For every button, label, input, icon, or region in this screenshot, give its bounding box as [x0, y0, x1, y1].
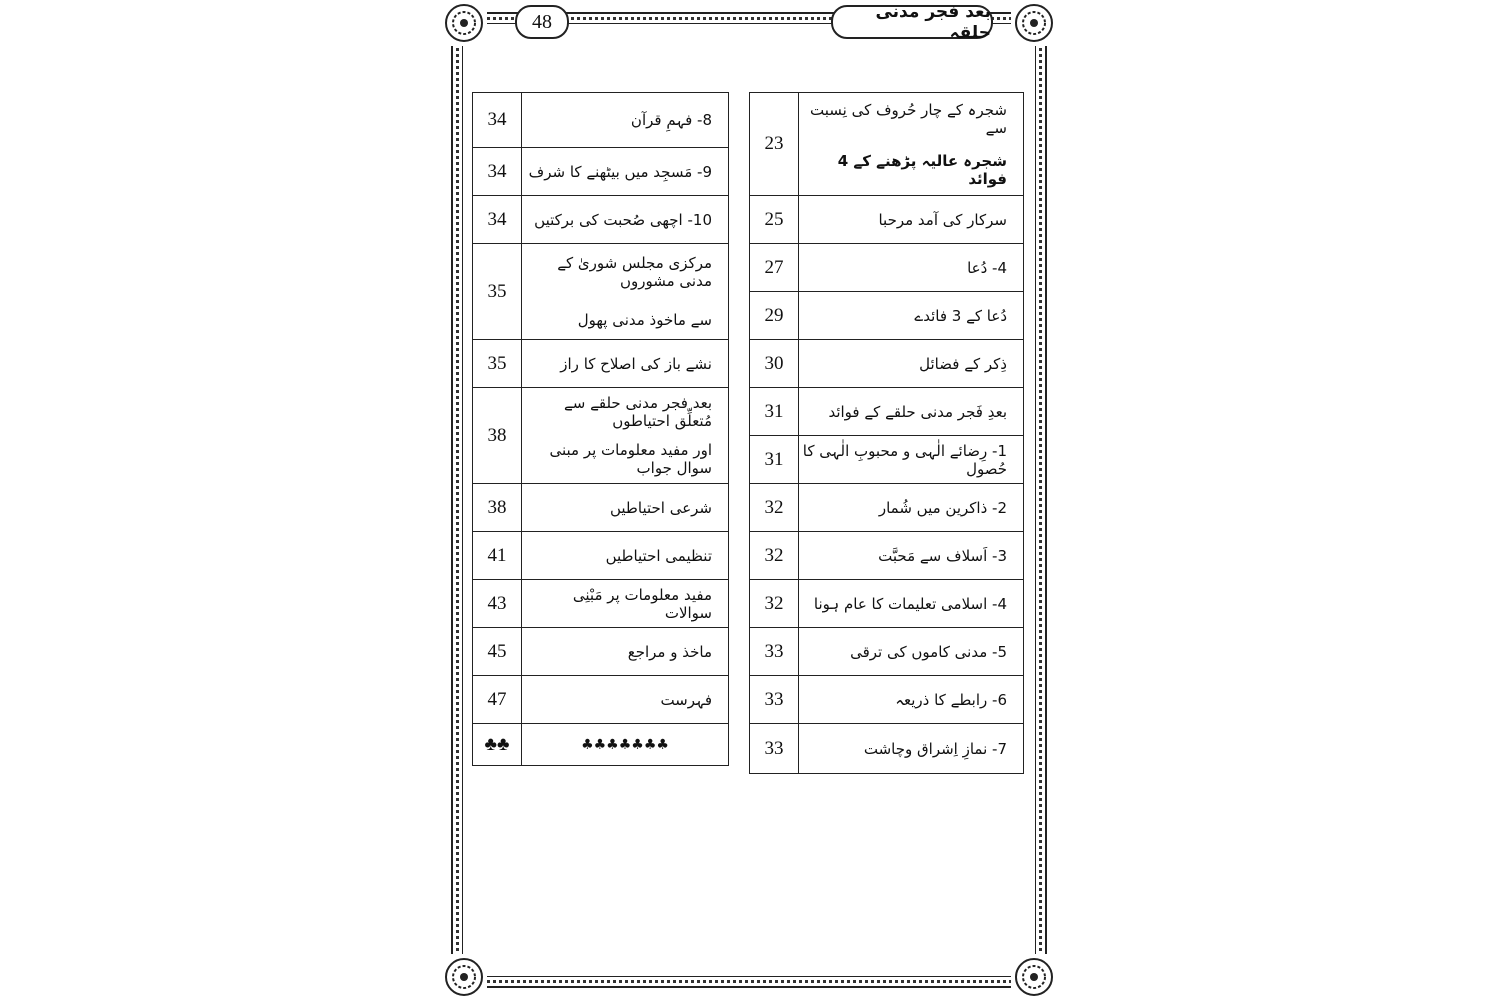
toc-page-number: 32 — [749, 483, 799, 532]
toc-entry-line: 10- اچھی صُحبت کی برکتیں — [534, 210, 712, 229]
toc-page-number: 33 — [749, 675, 799, 724]
corner-ornament-icon — [1011, 954, 1057, 1000]
toc-page-number: 41 — [472, 531, 522, 580]
toc-entry-line: 2- ذاکرین میں شُمار — [878, 498, 1007, 517]
toc-page-number: 35 — [472, 339, 522, 388]
toc-ornament-row — [521, 723, 729, 766]
toc-page-number: 32 — [749, 531, 799, 580]
toc-entry-line: 3- اَسلاف سے مَحبَّت — [878, 546, 1007, 565]
toc-page-number: 34 — [472, 195, 522, 244]
running-header-title: بعد فجر مدنی حلقہ — [831, 5, 993, 39]
toc-page-number: 31 — [749, 387, 799, 436]
corner-ornament-icon — [1011, 0, 1057, 46]
toc-page-number: 38 — [472, 387, 522, 484]
toc-entry-title[interactable] — [521, 92, 729, 148]
corner-ornament-icon — [441, 0, 487, 46]
toc-page-number: 23 — [749, 92, 799, 196]
toc-entry-title[interactable] — [798, 243, 1024, 292]
toc-entry-line: مفید معلومات پر مَبْنِی سوالات — [572, 585, 712, 622]
toc-entry-line: ذِکر کے فضائل — [919, 354, 1007, 373]
toc-entry-title[interactable] — [798, 195, 1024, 244]
toc-entry-title[interactable] — [798, 387, 1024, 436]
toc-entry-line: بعد فجر مدنی حلقے سے مُتعلِّق احتیاطوں — [563, 393, 712, 430]
toc-page-number: 43 — [472, 579, 522, 628]
toc-entry-title[interactable] — [798, 339, 1024, 388]
toc-entry-title[interactable] — [798, 531, 1024, 580]
toc-entry-line: شرعی احتیاطیں — [609, 498, 712, 517]
clubs-ornament: ♣♣ — [472, 723, 522, 766]
toc-entry-line: فہرست — [660, 690, 712, 709]
toc-entry-title[interactable] — [521, 147, 729, 196]
toc-page-number: 47 — [472, 675, 522, 724]
toc-entry-title[interactable] — [798, 723, 1024, 774]
toc-entry-title[interactable] — [521, 483, 729, 532]
toc-entry-title[interactable] — [521, 531, 729, 580]
toc-entry-line: 9- مَسجِد میں بیٹھنے کا شرف — [528, 162, 712, 181]
toc-entry-line: شجرہ کے چار حُروف کی نِسبت سے — [810, 100, 1007, 137]
toc-entry-title[interactable] — [521, 627, 729, 676]
toc-entry-line: بعدِ فَجر مدنی حلقے کے فوائد — [828, 402, 1007, 421]
toc-page-number: 30 — [749, 339, 799, 388]
toc-page-number: 35 — [472, 243, 522, 340]
toc-page-number: 38 — [472, 483, 522, 532]
toc-entry-line: 7- نمازِ اِشراق وچاشت — [863, 739, 1007, 758]
page-number: 48 — [515, 5, 569, 39]
clubs-ornament: ♣♣♣♣♣♣♣ — [581, 736, 669, 753]
toc-entry-line: تنظیمی احتیاطیں — [605, 546, 712, 565]
toc-entry-line: دُعا کے 3 فائدے — [914, 306, 1007, 325]
toc-page-number: 34 — [472, 92, 522, 148]
toc-entry-line: مرکزی مجلس شوریٰ کے مدنی مشوروں — [557, 254, 712, 291]
toc-page-number: 33 — [749, 627, 799, 676]
toc-entry-line: ماخذ و مراجع — [627, 642, 712, 661]
toc-page-number: 45 — [472, 627, 522, 676]
toc-entry-line: سرکار کی آمد مرحبا — [878, 210, 1007, 229]
toc-entry-title[interactable] — [521, 243, 729, 340]
toc-entry-title[interactable] — [798, 92, 1024, 196]
toc-page-number: 25 — [749, 195, 799, 244]
toc-entry-line: شجرہ عالیہ پڑھنے کے 4 فوائد — [837, 151, 1007, 188]
toc-page-number: 32 — [749, 579, 799, 628]
toc-page-number: 29 — [749, 291, 799, 340]
corner-ornament-icon — [441, 954, 487, 1000]
toc-page-number: 27 — [749, 243, 799, 292]
toc-entry-title[interactable] — [798, 627, 1024, 676]
toc-entry-line: 6- رابطے کا ذریعہ — [895, 690, 1007, 709]
toc-entry-line: نشے باز کی اصلاح کا راز — [560, 354, 712, 373]
toc-entry-title[interactable] — [798, 579, 1024, 628]
toc-entry-title[interactable] — [521, 195, 729, 244]
toc-entry-line: 4- دُعا — [967, 258, 1007, 277]
toc-entry-line: 8- فہمِ قرآن — [630, 111, 712, 129]
toc-entry-title[interactable] — [521, 675, 729, 724]
toc-entry-title[interactable] — [798, 291, 1024, 340]
toc-entry-line: 4- اسلامی تعلیمات کا عام ہونا — [813, 594, 1007, 613]
toc-entry-line: سے ماخوذ مدنی پھول — [577, 310, 712, 329]
toc-page-number: 31 — [749, 435, 799, 484]
toc-entry-line: 1- رِضائے الٰہی و محبوبِ الٰہی کا حُصول — [802, 441, 1007, 478]
toc-entry-title[interactable] — [798, 435, 1024, 484]
toc-table — [472, 92, 1024, 774]
toc-entry-title[interactable] — [521, 387, 729, 484]
toc-entry-title[interactable] — [798, 483, 1024, 532]
toc-entry-line: 5- مدنی کاموں کی ترقی — [850, 642, 1007, 661]
toc-entry-title[interactable] — [798, 675, 1024, 724]
toc-page-number: 33 — [749, 723, 799, 774]
toc-entry-title[interactable] — [521, 339, 729, 388]
toc-entry-line: اور مفید معلومات پر مبنی سوال جواب — [549, 441, 712, 478]
toc-page-number: 34 — [472, 147, 522, 196]
toc-entry-title[interactable] — [521, 579, 729, 628]
